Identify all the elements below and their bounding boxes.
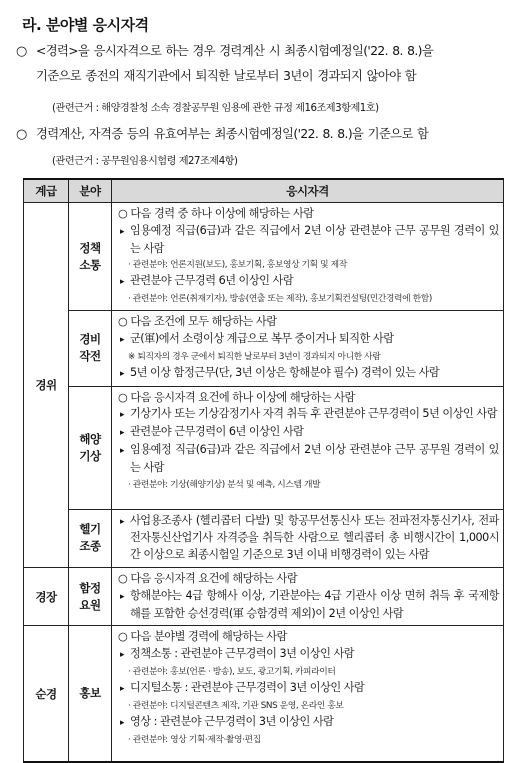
table-row: [24, 626, 504, 763]
list-item: ▸ 군(軍)에서 소령이상 계급으로 복무 중이거나 퇴직한 사람: [116, 331, 499, 349]
triangle-bullet-icon: ▸: [120, 368, 125, 379]
qualification-navy: [112, 567, 504, 625]
rank-sungyeong: 순경: [24, 626, 69, 763]
table-header-row: [24, 179, 504, 203]
intro-p1-line2: 기준으로 종전의 재직기관에서 퇴직한 날로부터 3년이 경과되지 않아야 함: [36, 69, 417, 83]
pr-head: ○ 다음 분야별 경력에 해당하는 사람: [118, 630, 287, 644]
pr-note-2: · 관련분야: 디지털콘텐츠 제작, 기관 SNS 운영, 온라인 홍보: [128, 700, 344, 711]
triangle-bullet-icon: ▸: [120, 445, 125, 456]
table-row: [24, 509, 504, 567]
table-row: [24, 567, 504, 625]
qualification-pr: [112, 626, 504, 763]
qualification-weather: [112, 386, 504, 509]
bullet-circle-icon: ○: [16, 127, 27, 142]
rank-gyeongjang: 경장: [24, 567, 69, 625]
triangle-bullet-icon: ▸: [120, 650, 125, 661]
bullet-circle-icon: ○: [16, 44, 27, 59]
header-field: 분야: [69, 179, 112, 203]
policy-note-1: · 관련분야: 언론지원(보도), 홍보기획, 홍보영상 기획 및 제작: [128, 260, 347, 271]
field-policy: 정책 소통: [69, 203, 112, 311]
guard-note-1: ※ 퇴직자의 경우 군에서 퇴직한 날로부터 3년이 경과되지 아니한 사람: [128, 351, 381, 362]
triangle-bullet-icon: ▸: [120, 277, 125, 288]
table-row: [24, 203, 504, 311]
list-item: ▸ 임용예정 직급(6급)과 같은 직급에서 2년 이상 관련분야 근무 공무원 경력이 있는 사람: [120, 223, 499, 255]
list-item: ▸ 디지털소통 : 관련분야 근무경력이 3년 이상인 사람: [116, 680, 499, 698]
triangle-bullet-icon: ▸: [120, 516, 125, 527]
table-row: [24, 311, 504, 386]
list-item: ▸ 항해분야는 4급 항해사 이상, 기관분야는 4급 기관사 이상 면허 취득 후 국제항해를 포함한 승선경력(軍 승함경력 제외)이 2년 이상인 사람: [120, 588, 499, 620]
list-item: ▸ 관련분야 근무경력이 6년 이상인 사람: [116, 424, 499, 442]
rank-gyeongwi: 경위: [24, 203, 69, 568]
triangle-bullet-icon: ▸: [120, 591, 125, 602]
qualification-guard: [112, 311, 504, 386]
header-rank: 계급: [24, 179, 69, 203]
triangle-bullet-icon: ▸: [120, 428, 125, 439]
guard-head: ○ 다음 조건에 모두 해당하는 사람: [118, 315, 277, 329]
triangle-bullet-icon: ▸: [120, 226, 125, 237]
intro-p1-reference: (관련근거 : 해양경찰청 소속 경찰공무원 임용에 관한 규정 제16조제3항제1호): [52, 103, 379, 114]
weather-head: ○ 다음 응시자격 요건에 하나 이상에 해당하는 사람: [118, 390, 355, 404]
list-item: ▸ 임용예정 직급(6급)과 같은 직급에서 2년 이상 관련분야 근무 공무원 경력이 있는 사람: [120, 442, 499, 474]
field-pr: 홍보: [69, 626, 112, 763]
qualification-policy: [112, 203, 504, 311]
intro-p2-reference: (관련근거 : 공무원임용시험령 제27조제4항): [52, 156, 238, 167]
list-item: ▸ 기상기사 또는 기상감정기사 자격 취득 후 관련분야 근무경력이 5년 이상인 사람: [116, 406, 499, 424]
policy-note-2: · 관련분야: 언론(취재기자), 방송(연출 또는 제작), 홍보기획컨설팅(민간경력에 한함): [128, 294, 432, 305]
triangle-bullet-icon: ▸: [120, 410, 125, 421]
weather-note-1: · 관련분야: 기상(해양기상) 분석 및 예측, 시스템 개발: [128, 479, 321, 490]
list-item: ▸ 사업용조종사 (헬리콥터 다발) 및 항공무선통신사 또는 전파전자통신기사, 전파전자통신산업기사 자격증을 취득한 사람으로 헬리콥터 총 비행시간이 1,000시간 이상으로 최종시험일 기준으로 3년 이내 비행경력이 있는 사람: [120, 513, 499, 562]
field-heli: 헬기 조종: [69, 509, 112, 567]
list-item: ▸ 정책소통 : 관련분야 근무경력이 3년 이상인 사람: [116, 646, 499, 664]
triangle-bullet-icon: ▸: [120, 683, 125, 694]
list-item: ▸ 관련분야 근무경력 6년 이상인 사람: [116, 273, 499, 291]
policy-head: ○ 다음 경력 중 하나 이상에 해당하는 사람: [118, 207, 314, 220]
field-guard: 경비 작전: [69, 311, 112, 386]
intro-paragraph-1: [16, 39, 511, 89]
header-qualification: 응시자격: [112, 179, 504, 203]
section-heading: 라. 분야별 응시자격: [22, 16, 149, 34]
pr-note-1: · 관련분야: 홍보(언론 · 방송), 보도, 광고기획, 카피라이터: [128, 666, 336, 677]
field-navy: 함정 요원: [69, 567, 112, 625]
triangle-bullet-icon: ▸: [120, 717, 125, 728]
intro-paragraph-2: [16, 122, 511, 147]
list-item: ▸ 영상 : 관련분야 근무경력이 3년 이상인 사람: [116, 714, 499, 732]
intro-p1-line1: <경력>을 응시자격으로 하는 경우 경력계산 시 최종시험예정일('22. 8. 8.)을: [36, 44, 434, 58]
pr-note-3: · 관련분야: 영상 기획·제작·촬영·편집: [128, 734, 261, 745]
triangle-bullet-icon: ▸: [120, 334, 125, 345]
list-item: ▸ 5년 이상 함정근무(단, 3년 이상은 항해분야 필수) 경력이 있는 사람: [116, 365, 499, 383]
qualification-table: [23, 178, 504, 763]
table-row: [24, 386, 504, 509]
qualification-heli: [112, 509, 504, 567]
navy-head: ○ 다음 응시자격 요건에 해당하는 사람: [118, 571, 298, 585]
intro-p2-line1: 경력계산, 자격증 등의 유효여부는 최종시험예정일('22. 8. 8.)을 기준으로 함: [36, 127, 429, 141]
field-weather: 해양 기상: [69, 386, 112, 509]
